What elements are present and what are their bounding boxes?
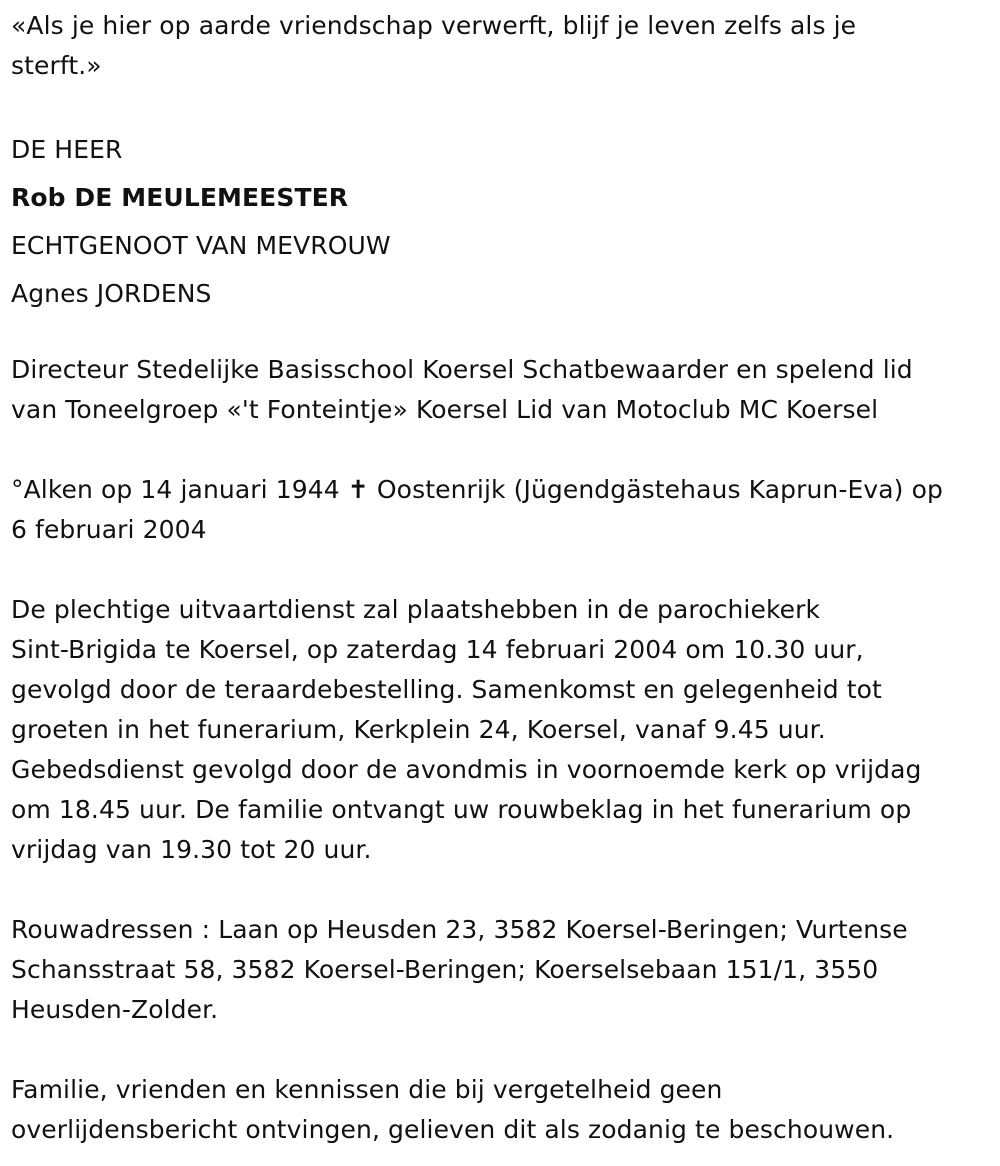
relation-label: ECHTGENOOT VAN MEVROUW: [11, 231, 391, 260]
roles-line-1: Directeur Stedelijke Basisschool Koersel Schatbewaarder en spelend lid: [11, 355, 913, 384]
closing-line: overlijdensbericht ontvingen, gelieven dit als zodanig te beschouwen.: [11, 1115, 895, 1144]
closing-block: [11, 1070, 991, 1150]
service-line: groeten in het funerarium, Kerkplein 24, Koersel, vanaf 9.45 uur.: [11, 715, 826, 744]
service-block: [11, 590, 991, 870]
service-line: gevolgd door de teraardebestelling. Samenkomst en gelegenheid tot: [11, 675, 882, 704]
spouse-name: Agnes JORDENS: [11, 279, 212, 308]
address-line: Schansstraat 58, 3582 Koersel-Beringen; Koerselsebaan 151/1, 3550: [11, 955, 879, 984]
roles-line-2: van Toneelgroep «'t Fonteintje» Koersel Lid van Motoclub MC Koersel: [11, 395, 879, 424]
honorific: DE HEER: [11, 135, 123, 164]
birth-text: °Alken op 14 januari 1944: [11, 475, 340, 504]
address-line: Rouwadressen : Laan op Heusden 23, 3582 Koersel-Beringen; Vurtense: [11, 915, 908, 944]
quote-line-2: sterft.»: [11, 51, 102, 80]
title-block: [11, 126, 991, 318]
quote-line-1: «Als je hier op aarde vriendschap verwerft, blijf je leven zelfs als je: [11, 11, 857, 40]
dates-line-2: 6 februari 2004: [11, 515, 207, 544]
dates-block: [11, 470, 991, 550]
cross-icon: ✝: [347, 475, 369, 504]
quote-block: [11, 6, 991, 86]
service-line: om 18.45 uur. De familie ontvangt uw rouwbeklag in het funerarium op: [11, 795, 912, 824]
dates-line-1: [11, 470, 991, 510]
service-line: De plechtige uitvaartdienst zal plaatshebben in de parochiekerk: [11, 595, 821, 624]
death-text: Oostenrijk (Jügendgästehaus Kaprun-Eva) op: [376, 475, 943, 504]
addresses-block: [11, 910, 991, 1030]
service-line: vrijdag van 19.30 tot 20 uur.: [11, 835, 372, 864]
service-line: Sint-Brigida te Koersel, op zaterdag 14 februari 2004 om 10.30 uur,: [11, 635, 864, 664]
deceased-name: Rob DE MEULEMEESTER: [11, 183, 349, 212]
address-line: Heusden-Zolder.: [11, 995, 219, 1024]
service-line: Gebedsdienst gevolgd door de avondmis in voornoemde kerk op vrijdag: [11, 755, 922, 784]
roles-block: [11, 350, 991, 430]
closing-line: Familie, vrienden en kennissen die bij vergetelheid geen: [11, 1075, 723, 1104]
